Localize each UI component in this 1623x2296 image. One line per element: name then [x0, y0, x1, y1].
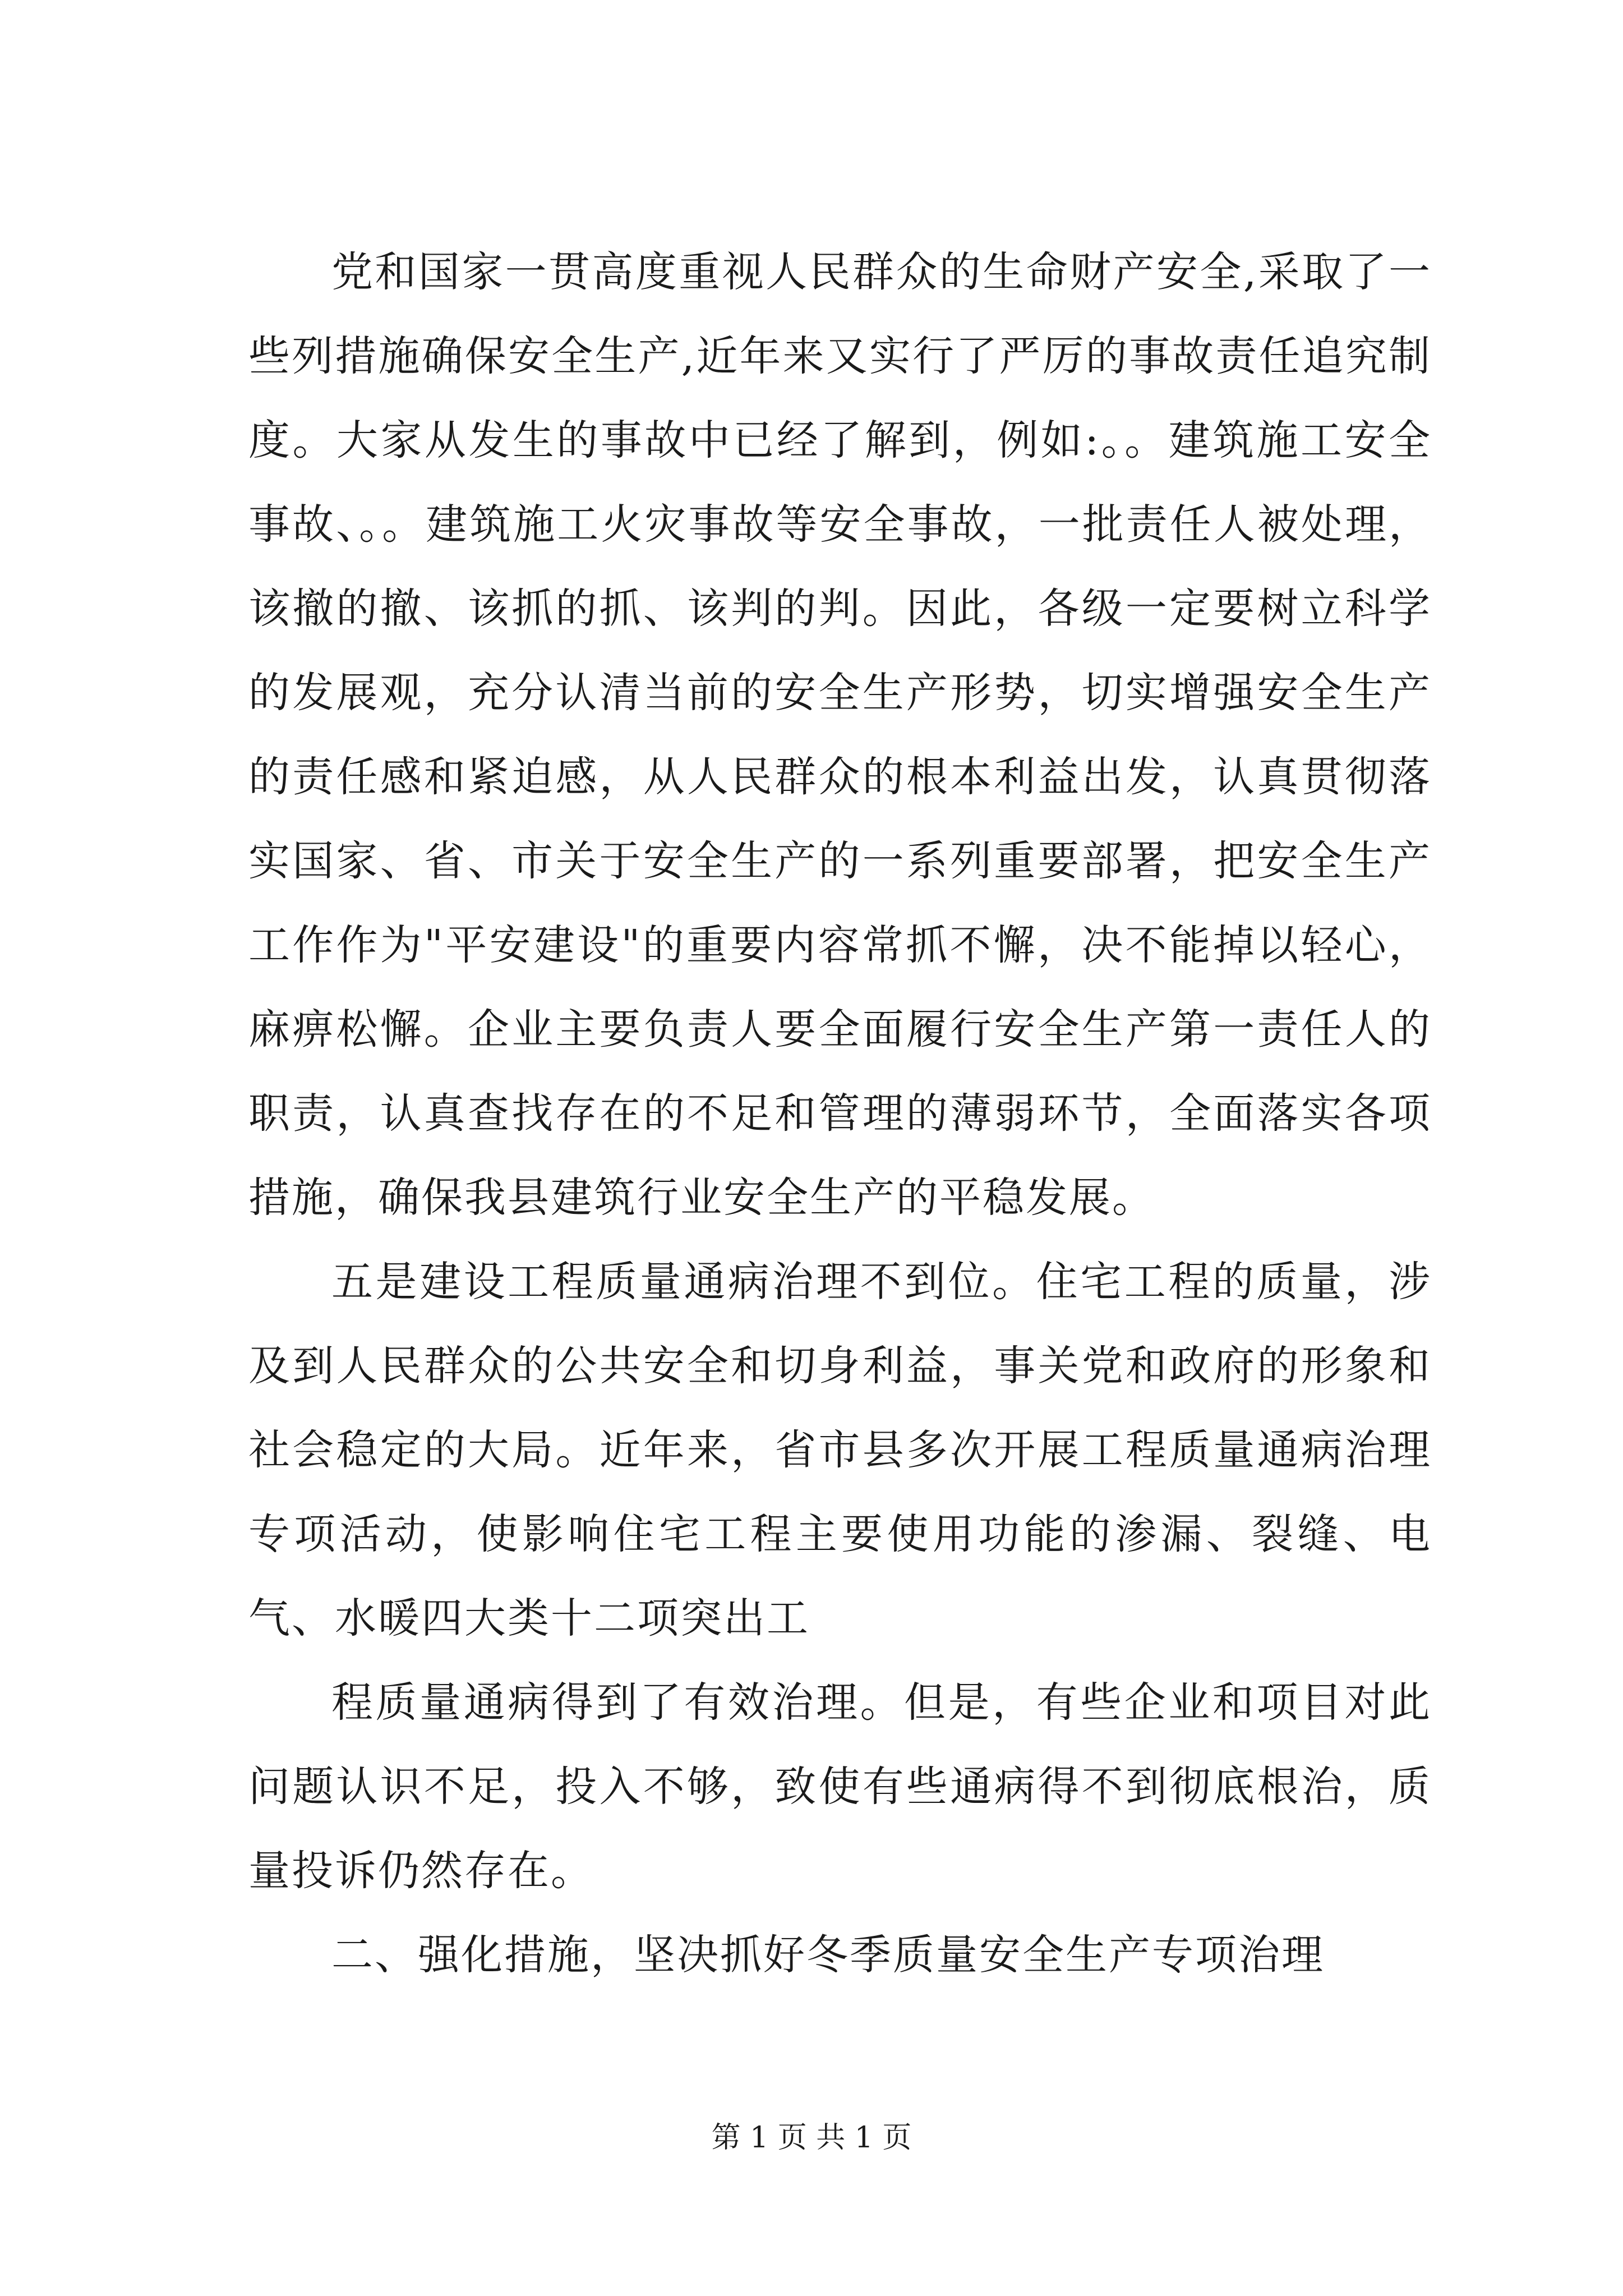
- paragraph-3: 程质量通病得到了有效治理。但是，有些企业和项目对此问题认识不足，投入不够，致使有些通病得不到彻底根治，质量投诉仍然存在。: [248, 1678, 1432, 1895]
- paragraph-1: 党和国家一贯高度重视人民群众的生命财产安全,采取了一些列措施确保安全生产,近年来又实行了严厉的事故责任追究制度。大家从发生的事故中已经了解到，例如:。。建筑施工安全事故、。。建筑施工火灾事故等安全事故，一批责任人被处理，该撤的撤、该抓的抓、该判的判。因此，各级一定要树立科学的发展观，充分认清当前的安全生产形势，切实增强安全生产的责任感和紧迫感，从人民群众的根本利益出发，认真贯彻落实国家、省、市关于安全生产的一系列重要部署，把安全生产工作作为"平安建设"的重要内容常抓不懈，决不能掉以轻心，麻痹松懈。企业主要负责人要全面履行安全生产第一责任人的职责，认真查找存在的不足和管理的薄弱环节，全面落实各项措施，确保我县建筑行业安全生产的平稳发展。: [248, 248, 1432, 1222]
- page-footer: 第 1 页 共 1 页: [711, 2121, 912, 2155]
- document-body: [248, 230, 1432, 1997]
- section-heading: 二、强化措施，坚决抓好冬季质量安全生产专项治理: [331, 1931, 1325, 1979]
- paragraph-2: 五是建设工程质量通病治理不到位。住宅工程的质量，涉及到人民群众的公共安全和切身利益，事关党和政府的形象和社会稳定的大局。近年来，省市县多次开展工程质量通病治理专项活动，使影响住宅工程主要使用功能的渗漏、裂缝、电气、水暖四大类十二项突出工: [248, 1258, 1432, 1642]
